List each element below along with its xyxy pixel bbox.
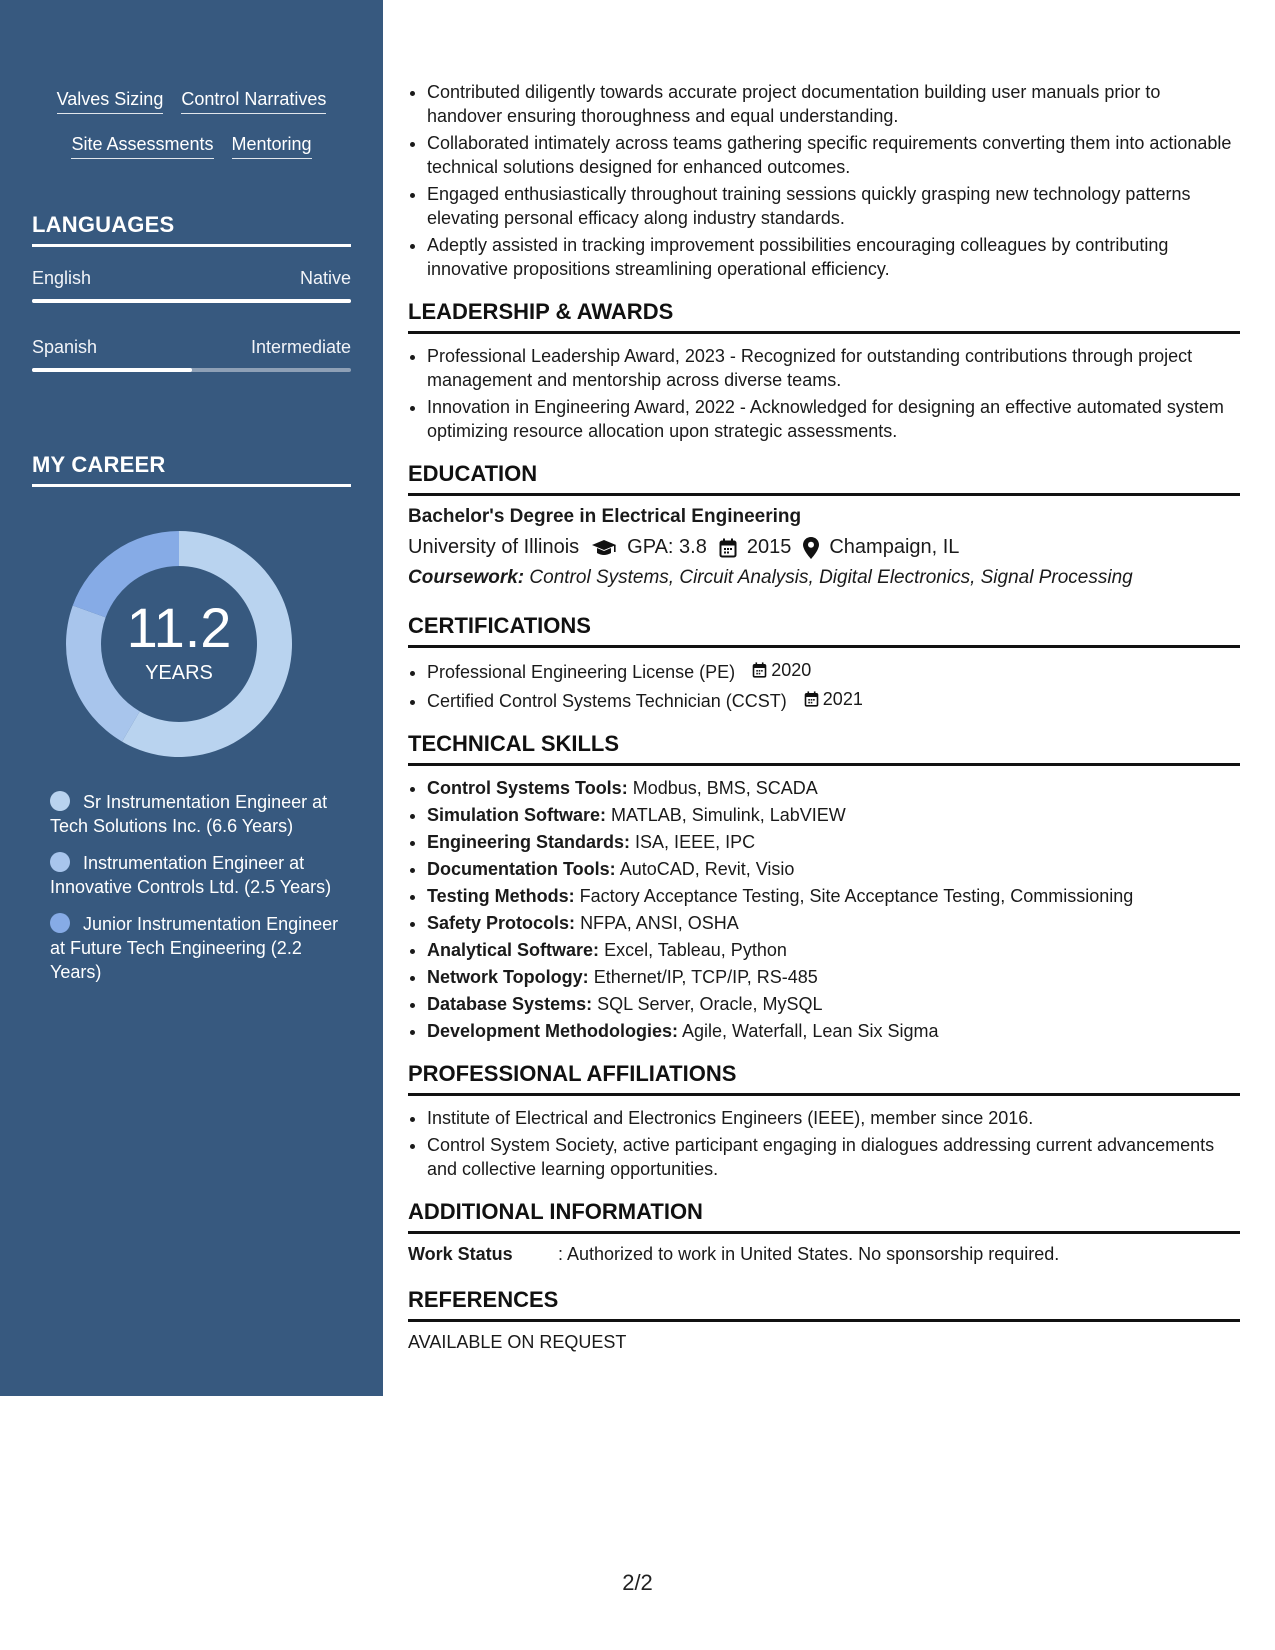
language-name: English (32, 268, 92, 288)
skill-tag[interactable]: Mentoring (232, 133, 312, 159)
skill-category: Engineering Standards: (427, 832, 631, 852)
language-proficiency-fill (32, 368, 192, 372)
language-row (32, 268, 351, 303)
skills-list (408, 776, 1240, 1043)
coursework-label: Coursework: (408, 567, 525, 588)
experience-bullet: • Collaborated intimately across teams gathering specific requirements converting them into actionable technical solutions designed for enhanced outcomes. (427, 131, 1240, 179)
skill-item (427, 776, 1240, 800)
graduation-cap-icon (591, 539, 617, 557)
career-item (50, 851, 340, 899)
career-legend-dot (50, 791, 70, 811)
section-title: CERTIFICATIONS (408, 613, 1240, 648)
main-content (408, 0, 1240, 1353)
certification-item (427, 687, 1240, 713)
language-name: Spanish (32, 337, 98, 357)
skill-tags-row-1 (0, 88, 383, 114)
section-title: EDUCATION (408, 461, 1240, 496)
languages-heading: LANGUAGES (32, 212, 351, 247)
career-item-text: Instrumentation Engineer at Innovative Controls Ltd. (2.5 Years) (50, 853, 332, 897)
education-meta (408, 536, 1240, 559)
certifications-section (408, 613, 1240, 713)
career-item (50, 912, 340, 984)
skill-item (427, 938, 1240, 962)
skill-item (427, 884, 1240, 908)
skill-item (427, 965, 1240, 989)
sidebar (0, 0, 383, 1396)
skill-values: Modbus, BMS, SCADA (632, 778, 818, 798)
coursework (408, 567, 1240, 589)
skill-values: ISA, IEEE, IPC (635, 832, 756, 852)
career-total-unit: YEARS (145, 661, 213, 684)
skill-category: Safety Protocols: (427, 913, 576, 933)
references-text: AVAILABLE ON REQUEST (408, 1332, 627, 1352)
skill-values: Agile, Waterfall, Lean Six Sigma (682, 1021, 939, 1041)
experience-bullets (408, 80, 1240, 281)
additional-info-section (408, 1199, 1240, 1265)
affiliation-item: • Institute of Electrical and Electronics Engineers (IEEE), member since 2016. (427, 1106, 1240, 1130)
language-proficiency-bar (32, 299, 351, 303)
skill-category: Testing Methods: (427, 886, 575, 906)
certification-name: Certified Control Systems Technician (CCST) (427, 691, 787, 711)
skill-category: Documentation Tools: (427, 859, 616, 879)
career-item-text: Sr Instrumentation Engineer at Tech Solutions Inc. (6.6 Years) (50, 792, 328, 836)
school-name: University of Illinois (408, 536, 580, 558)
career-item (50, 790, 340, 838)
skill-category: Network Topology: (427, 967, 589, 987)
skill-values: MATLAB, Simulink, LabVIEW (611, 805, 846, 825)
skill-category: Database Systems: (427, 994, 593, 1014)
award-item: • Innovation in Engineering Award, 2022 - Acknowledged for designing an effective automated system optimizing resource allocation upon strategic assessments. (427, 395, 1240, 443)
language-proficiency-bar (32, 368, 351, 372)
language-row (32, 337, 351, 372)
skill-tag[interactable]: Control Narratives (181, 88, 326, 114)
career-donut-chart (66, 531, 292, 757)
certification-item (427, 658, 1240, 684)
skills-section (408, 731, 1240, 1043)
language-level: Intermediate (250, 337, 351, 357)
experience-bullet: • Contributed diligently towards accurate project documentation building user manuals prior to handover ensuring thoroughness and equal understanding. (427, 80, 1240, 128)
award-item: • Professional Leadership Award, 2023 - Recognized for outstanding contributions through project management and mentorship across diverse teams. (427, 344, 1240, 392)
career-legend-dot (50, 852, 70, 872)
certification-year: 2021 (822, 689, 863, 709)
coursework-list: Control Systems, Circuit Analysis, Digital Electronics, Signal Processing (529, 567, 1133, 588)
language-proficiency-fill (32, 299, 351, 303)
career-heading: MY CAREER (32, 452, 351, 487)
skill-category: Analytical Software: (427, 940, 600, 960)
award-list (408, 344, 1240, 443)
section-title: PROFESSIONAL AFFILIATIONS (408, 1061, 1240, 1096)
section-title: ADDITIONAL INFORMATION (408, 1199, 1240, 1234)
work-status-label: Work Status (408, 1244, 513, 1264)
work-status-value: : Authorized to work in United States. No sponsorship required. (558, 1244, 1060, 1264)
section-title: REFERENCES (408, 1287, 1240, 1322)
affiliations-section (408, 1061, 1240, 1181)
language-level: Native (299, 268, 351, 288)
school-location: Champaign, IL (829, 536, 960, 558)
skill-tag[interactable]: Site Assessments (71, 133, 213, 159)
page-number: 2/2 (622, 1570, 653, 1595)
calendar-icon (804, 691, 819, 707)
skill-values: AutoCAD, Revit, Visio (619, 859, 795, 879)
certification-name: Professional Engineering License (PE) (427, 662, 736, 682)
skill-item (427, 830, 1240, 854)
certification-list (408, 658, 1240, 713)
graduation-year: 2015 (746, 536, 792, 558)
skill-values: Factory Acceptance Testing, Site Acceptance Testing, Commissioning (579, 886, 1134, 906)
experience-bullet: • Adeptly assisted in tracking improvement possibilities encouraging colleagues by contributing innovative propositions streamlining operational efficiency. (427, 233, 1240, 281)
career-legend-dot (50, 913, 70, 933)
skill-item (427, 992, 1240, 1016)
section-title: LEADERSHIP & AWARDS (408, 299, 1240, 334)
certification-year: 2020 (771, 660, 812, 680)
skill-category: Development Methodologies: (427, 1021, 679, 1041)
skill-tags-row-2 (0, 133, 383, 159)
skill-category: Simulation Software: (427, 805, 607, 825)
skill-category: Control Systems Tools: (427, 778, 628, 798)
skill-tag[interactable]: Valves Sizing (57, 88, 164, 114)
skill-values: Excel, Tableau, Python (604, 940, 787, 960)
skill-item (427, 857, 1240, 881)
affiliation-item: • Control System Society, active participant engaging in dialogues addressing current advancements and collective learning opportunities. (427, 1133, 1240, 1181)
skill-values: Ethernet/IP, TCP/IP, RS-485 (593, 967, 818, 987)
skill-values: SQL Server, Oracle, MySQL (597, 994, 823, 1014)
skill-item (427, 1019, 1240, 1043)
map-pin-icon (803, 537, 819, 559)
section-title: TECHNICAL SKILLS (408, 731, 1240, 766)
degree-title: Bachelor's Degree in Electrical Engineering (408, 506, 802, 527)
skill-item (427, 803, 1240, 827)
experience-bullet: • Engaged enthusiastically throughout training sessions quickly grasping new technology patterns elevating personal efficacy along industry standards. (427, 182, 1240, 230)
affiliation-list (408, 1106, 1240, 1181)
calendar-icon (752, 662, 767, 678)
career-total-years: 11.2 (126, 595, 232, 659)
work-status-row (408, 1244, 1240, 1265)
career-list (50, 790, 340, 997)
references-section (408, 1287, 1240, 1353)
gpa: GPA: 3.8 (627, 536, 707, 558)
skill-values: NFPA, ANSI, OSHA (580, 913, 739, 933)
career-item-text: Junior Instrumentation Engineer at Future Tech Engineering (2.2 Years) (50, 914, 339, 982)
calendar-icon (719, 538, 737, 558)
education-section (408, 461, 1240, 589)
leadership-section (408, 299, 1240, 443)
career-donut-center (66, 531, 292, 757)
skill-item (427, 911, 1240, 935)
